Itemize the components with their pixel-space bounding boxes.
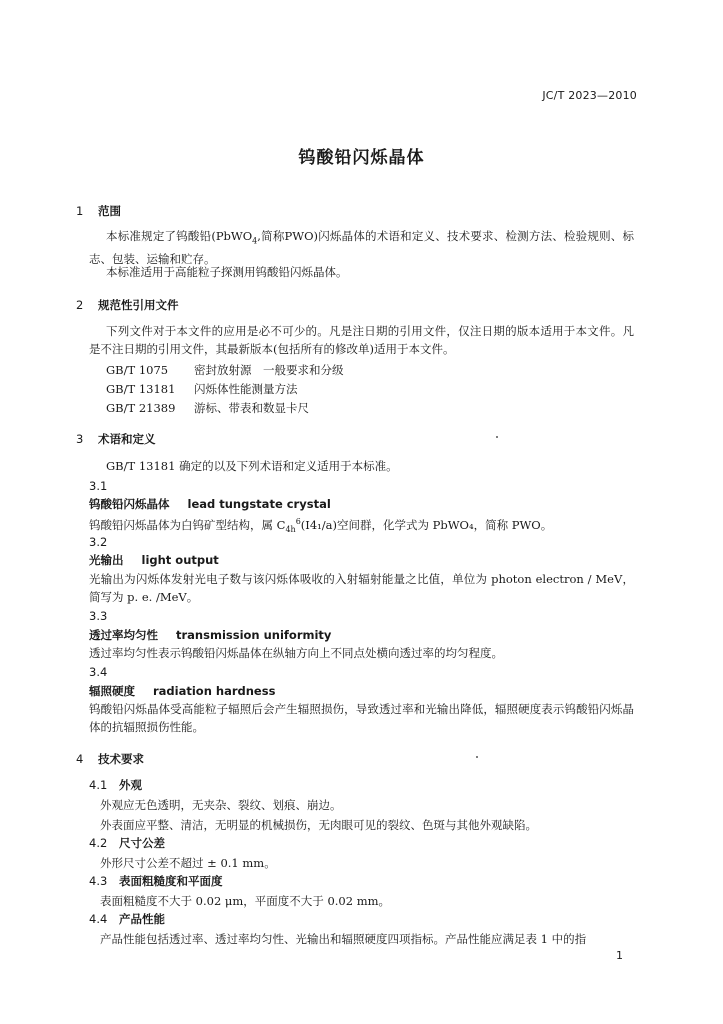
subsection-heading: 4.3 表面粗糙度和平面度 [89, 874, 223, 888]
reference-item: GB/T 21389 游标、带表和数显卡尺 [106, 401, 309, 415]
term-heading: 透过率均匀性 transmission uniformity [89, 628, 332, 642]
scan-speck [496, 436, 498, 438]
term-number: 3.4 [89, 665, 108, 679]
term-definition: 透过率均匀性表示钨酸铅闪烁晶体在纵轴方向上不同点处横向透过率的均匀程度。 [89, 646, 503, 660]
term-definition: 钨酸铅闪烁晶体为白钨矿型结构，属 $C_{4h}^6(I4_1/a)$空间群，化学式为 PbWO₄，简称 PWO。 [89, 517, 553, 535]
document-title: 钨酸铅闪烁晶体 [298, 148, 425, 168]
term-heading: 钨酸铅闪烁晶体 lead tungstate crystal [89, 497, 331, 511]
subsection-line: 产品性能包括透过率、透过率均匀性、光输出和辐照硬度四项指标。产品性能应满足表 1 中的指 [100, 932, 587, 946]
reference-item: GB/T 13181 闪烁体性能测量方法 [106, 382, 298, 396]
page-number: 1 [616, 949, 623, 962]
section-3-paragraph-1: GB/T 13181 确定的以及下列术语和定义适用于本标准。 [106, 459, 398, 473]
standard-code: JC/T 2023—2010 [542, 89, 637, 102]
scan-speck [476, 756, 478, 758]
term-definition: 光输出为闪烁体发射光电子数与该闪烁体吸收的入射辐射能量之比值，单位为 photon electron / MeV，简写为 p. e. /MeV。 [89, 572, 634, 604]
subsection-line: 外表面应平整、清洁，无明显的机械损伤，无肉眼可见的裂纹、色斑与其他外观缺陷。 [100, 818, 537, 832]
term-heading: 辐照硬度 radiation hardness [89, 684, 276, 698]
section-1-paragraph-2: 本标准适用于高能粒子探测用钨酸铅闪烁晶体。 [106, 265, 348, 279]
term-number: 3.2 [89, 535, 108, 549]
section-title: 范围 [98, 204, 121, 218]
term-heading: 光输出 light output [89, 553, 219, 567]
section-1-paragraph-1: 本标准规定了钨酸铅(PbWO$_4$,简称PWO)闪烁晶体的术语和定义、技术要求、检测方法、检验规则、标志、包装、运输和贮存。 [89, 229, 634, 267]
subsection-heading: 4.2 尺寸公差 [89, 836, 165, 850]
section-2-heading: 2 规范性引用文件 [76, 298, 179, 312]
section-4-heading: 4 技术要求 [76, 752, 144, 766]
term-number: 3.1 [89, 479, 108, 493]
subsection-line: 表面粗糙度不大于 0.02 μm，平面度不大于 0.02 mm。 [100, 894, 391, 908]
section-2-paragraph-1: 下列文件对于本文件的应用是必不可少的。凡是注日期的引用文件，仅注日期的版本适用于本文件。凡是不注日期的引用文件，其最新版本(包括所有的修改单)适用于本文件。 [89, 324, 634, 356]
subsection-line: 外观应无色透明，无夹杂、裂纹、划痕、崩边。 [100, 798, 342, 812]
section-number: 1 [76, 204, 84, 218]
reference-item: GB/T 1075 密封放射源 一般要求和分级 [106, 363, 344, 377]
subsection-heading: 4.1 外观 [89, 778, 142, 792]
section-1-heading [76, 203, 121, 219]
subsection-line: 外形尺寸公差不超过 ± 0.1 mm。 [100, 856, 276, 870]
term-definition: 钨酸铅闪烁晶体受高能粒子辐照后会产生辐照损伤，导致透过率和光输出降低，辐照硬度表示钨酸铅闪烁晶体的抗辐照损伤性能。 [89, 702, 634, 734]
term-number: 3.3 [89, 609, 108, 623]
subsection-heading: 4.4 产品性能 [89, 912, 165, 926]
section-3-heading: 3 术语和定义 [76, 432, 156, 446]
